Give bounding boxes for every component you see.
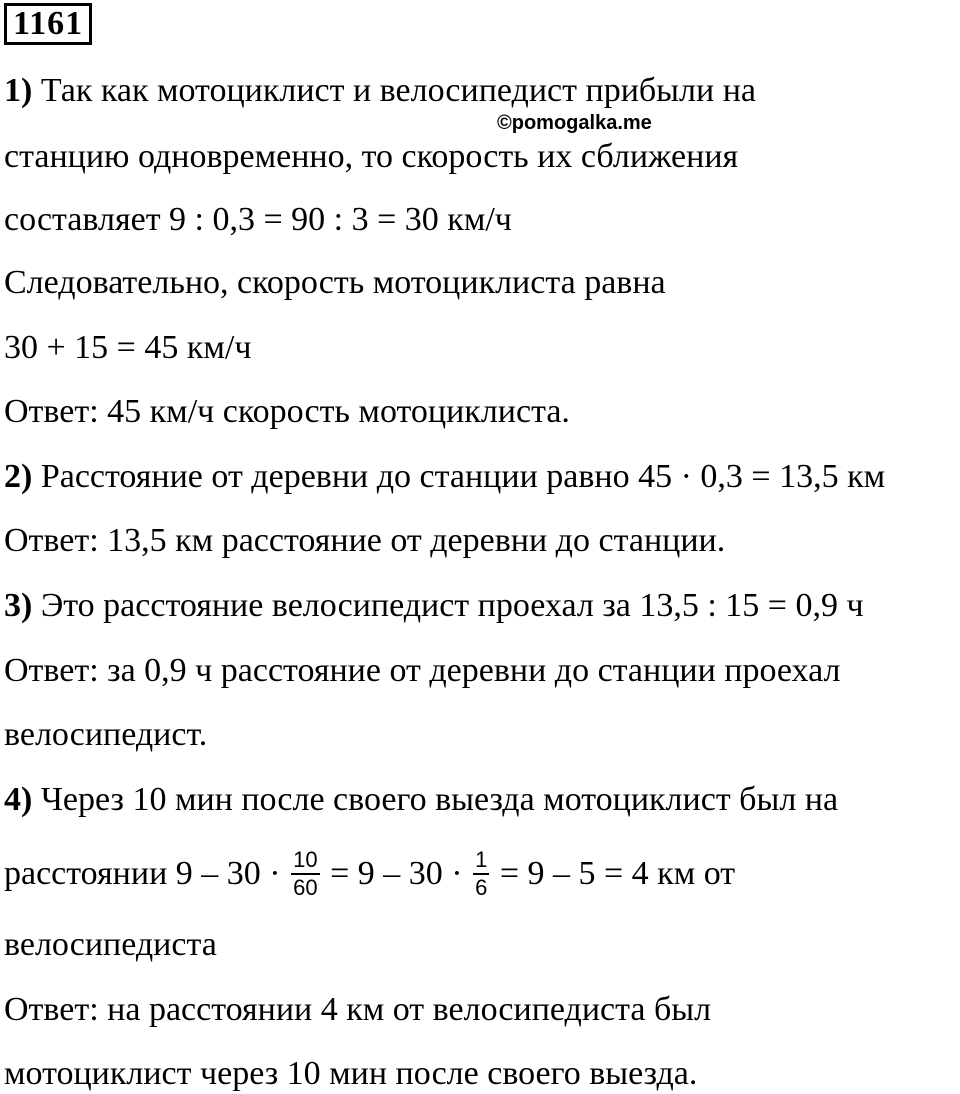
- part3-line1: [4, 586, 864, 626]
- line-text: Через 10 мин после своего выезда мотоциклист был на: [32, 781, 839, 818]
- formula-part-a: расстоянии 9 – 30 ·: [4, 854, 290, 892]
- part2-line1: [4, 457, 885, 497]
- part2-answer: Ответ: 13,5 км расстояние от деревни до станции.: [4, 522, 726, 559]
- part1-line5: 30 + 15 = 45 км/ч: [4, 329, 252, 366]
- part1-line4: Следовательно, скорость мотоциклиста равна: [4, 264, 666, 301]
- part-number: 4): [4, 781, 33, 818]
- line-text: Так как мотоциклист и велосипедист прибыли на: [32, 72, 756, 109]
- fraction-numerator: 10: [291, 848, 319, 875]
- part4-line2: [4, 847, 736, 902]
- fraction-denominator: 6: [475, 875, 488, 900]
- line-text: Это расстояние велосипедист проехал за 13,5 : 15 = 0,9 ч: [32, 587, 864, 624]
- formula-part-b: = 9 – 30 ·: [321, 854, 472, 892]
- part-number: 2): [4, 458, 33, 495]
- watermark: ©pomogalka.me: [497, 112, 652, 134]
- part3-answer-line2: велосипедист.: [4, 716, 208, 753]
- fraction-1-6: [473, 848, 489, 900]
- fraction-numerator: 1: [473, 848, 489, 875]
- fraction-denominator: 60: [293, 875, 318, 900]
- part1-line2: станцию одновременно, то скорость их сближения: [4, 138, 739, 175]
- problem-number: 1161: [4, 3, 92, 45]
- fraction-10-60: [291, 848, 319, 900]
- part4-answer-line1: Ответ: на расстоянии 4 км от велосипедиста был: [4, 991, 712, 1028]
- part1-line3: составляет 9 : 0,3 = 90 : 3 = 30 км/ч: [4, 201, 512, 238]
- formula-part-c: = 9 – 5 = 4 км от: [491, 854, 736, 892]
- part3-answer-line1: Ответ: за 0,9 ч расстояние от деревни до станции проехал: [4, 652, 841, 689]
- part1-answer: Ответ: 45 км/ч скорость мотоциклиста.: [4, 393, 570, 430]
- line-text: Расстояние от деревни до станции равно 45 · 0,3 = 13,5 км: [32, 458, 886, 495]
- part-number: 1): [4, 72, 33, 109]
- part1-line1: [4, 71, 756, 111]
- part4-line1: [4, 780, 838, 820]
- part-number: 3): [4, 587, 33, 624]
- part4-line3: велосипедиста: [4, 926, 217, 963]
- part4-answer-line2: мотоциклист через 10 мин после своего выезда.: [4, 1055, 698, 1092]
